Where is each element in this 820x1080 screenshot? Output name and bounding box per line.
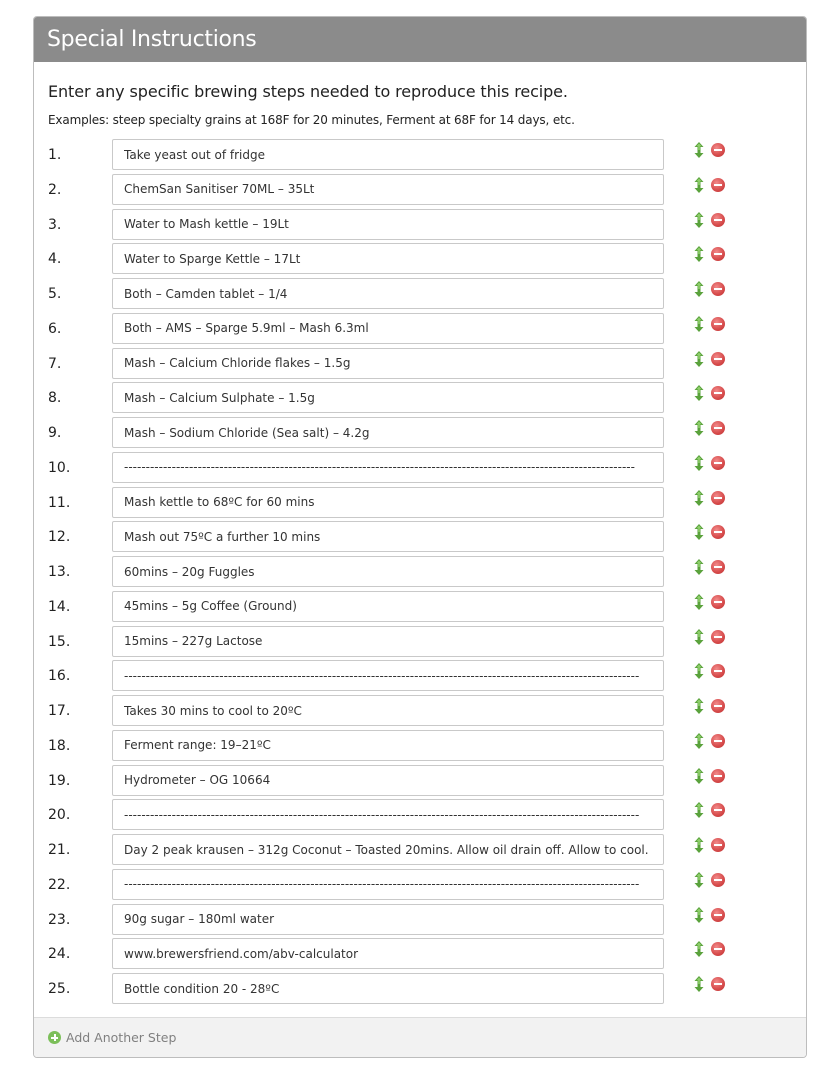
step-number: 12. bbox=[48, 529, 71, 546]
step-input[interactable] bbox=[112, 730, 664, 761]
move-arrows-icon[interactable] bbox=[694, 142, 704, 158]
move-arrows-icon[interactable] bbox=[694, 559, 704, 575]
step-row bbox=[34, 487, 806, 519]
step-input[interactable] bbox=[112, 487, 664, 518]
remove-icon[interactable] bbox=[711, 942, 725, 956]
step-row bbox=[34, 243, 806, 275]
step-input[interactable] bbox=[112, 834, 664, 865]
step-row bbox=[34, 556, 806, 588]
remove-icon[interactable] bbox=[711, 769, 725, 783]
step-number: 23. bbox=[48, 911, 71, 928]
step-input[interactable] bbox=[112, 869, 664, 900]
step-row bbox=[34, 521, 806, 553]
remove-icon[interactable] bbox=[711, 282, 725, 296]
step-number: 10. bbox=[48, 459, 71, 476]
step-input[interactable] bbox=[112, 973, 664, 1004]
step-input[interactable] bbox=[112, 417, 664, 448]
step-number: 9. bbox=[48, 425, 62, 441]
remove-icon[interactable] bbox=[711, 247, 725, 261]
panel-title: Special Instructions bbox=[34, 17, 806, 62]
remove-icon[interactable] bbox=[711, 456, 725, 470]
move-arrows-icon[interactable] bbox=[694, 420, 704, 436]
step-input[interactable] bbox=[112, 209, 664, 240]
step-input[interactable] bbox=[112, 660, 664, 691]
step-row bbox=[34, 765, 806, 797]
step-row bbox=[34, 209, 806, 241]
step-row bbox=[34, 174, 806, 206]
remove-icon[interactable] bbox=[711, 803, 725, 817]
step-row bbox=[34, 730, 806, 762]
remove-icon[interactable] bbox=[711, 664, 725, 678]
step-number: 15. bbox=[48, 633, 71, 650]
move-arrows-icon[interactable] bbox=[694, 351, 704, 367]
remove-icon[interactable] bbox=[711, 491, 725, 505]
move-arrows-icon[interactable] bbox=[694, 872, 704, 888]
step-number: 13. bbox=[48, 564, 71, 580]
step-row bbox=[34, 626, 806, 658]
move-arrows-icon[interactable] bbox=[694, 281, 704, 297]
step-row bbox=[34, 904, 806, 936]
step-number: 3. bbox=[48, 216, 62, 233]
move-arrows-icon[interactable] bbox=[694, 976, 704, 992]
step-row bbox=[34, 591, 806, 623]
step-number: 18. bbox=[48, 737, 71, 754]
step-number: 11. bbox=[48, 494, 71, 511]
move-arrows-icon[interactable] bbox=[694, 316, 704, 332]
step-input[interactable] bbox=[112, 452, 664, 483]
step-number: 8. bbox=[48, 390, 62, 407]
step-row bbox=[34, 313, 806, 345]
panel-footer bbox=[34, 1017, 806, 1057]
remove-icon[interactable] bbox=[711, 699, 725, 713]
step-number: 17. bbox=[48, 703, 71, 719]
remove-icon[interactable] bbox=[711, 977, 725, 991]
move-arrows-icon[interactable] bbox=[694, 941, 704, 957]
step-row bbox=[34, 799, 806, 831]
remove-icon[interactable] bbox=[711, 908, 725, 922]
step-input[interactable] bbox=[112, 938, 664, 969]
step-number: 4. bbox=[48, 251, 62, 268]
step-row bbox=[34, 139, 806, 171]
add-icon bbox=[48, 1031, 61, 1044]
step-row bbox=[34, 660, 806, 692]
step-row bbox=[34, 382, 806, 414]
step-row bbox=[34, 278, 806, 310]
step-number: 14. bbox=[48, 598, 71, 615]
step-number: 24. bbox=[48, 946, 71, 963]
add-step-label: Add Another Step bbox=[66, 1030, 177, 1045]
step-number: 5. bbox=[48, 286, 62, 302]
move-arrows-icon[interactable] bbox=[694, 246, 704, 262]
remove-icon[interactable] bbox=[711, 178, 725, 192]
move-arrows-icon[interactable] bbox=[694, 698, 704, 714]
move-arrows-icon[interactable] bbox=[694, 768, 704, 784]
move-arrows-icon[interactable] bbox=[694, 907, 704, 923]
step-input[interactable] bbox=[112, 904, 664, 935]
examples-text: Examples: steep specialty grains at 168F for 20 minutes, Ferment at 68F for 14 days, etc. bbox=[48, 113, 575, 127]
step-input[interactable] bbox=[112, 278, 664, 309]
step-input[interactable] bbox=[112, 382, 664, 413]
move-arrows-icon[interactable] bbox=[694, 490, 704, 506]
remove-icon[interactable] bbox=[711, 386, 725, 400]
step-input[interactable] bbox=[112, 695, 664, 726]
remove-icon[interactable] bbox=[711, 213, 725, 227]
step-number: 19. bbox=[48, 772, 71, 789]
step-input[interactable] bbox=[112, 174, 664, 205]
remove-icon[interactable] bbox=[711, 317, 725, 331]
intro-text: Enter any specific brewing steps needed to reproduce this recipe. bbox=[48, 82, 568, 101]
step-row bbox=[34, 869, 806, 901]
move-arrows-icon[interactable] bbox=[694, 733, 704, 749]
step-input[interactable] bbox=[112, 591, 664, 622]
step-input[interactable] bbox=[112, 626, 664, 657]
step-number: 21. bbox=[48, 842, 71, 858]
step-input[interactable] bbox=[112, 521, 664, 552]
step-input[interactable] bbox=[112, 556, 664, 587]
step-number: 16. bbox=[48, 668, 71, 685]
step-number: 1. bbox=[48, 147, 62, 163]
remove-icon[interactable] bbox=[711, 630, 725, 644]
move-arrows-icon[interactable] bbox=[694, 524, 704, 540]
remove-icon[interactable] bbox=[711, 838, 725, 852]
move-arrows-icon[interactable] bbox=[694, 455, 704, 471]
step-row bbox=[34, 348, 806, 380]
remove-icon[interactable] bbox=[711, 560, 725, 574]
move-arrows-icon[interactable] bbox=[694, 837, 704, 853]
step-number: 20. bbox=[48, 807, 71, 824]
move-arrows-icon[interactable] bbox=[694, 663, 704, 679]
step-row bbox=[34, 695, 806, 727]
remove-icon[interactable] bbox=[711, 352, 725, 366]
step-input[interactable] bbox=[112, 313, 664, 344]
move-arrows-icon[interactable] bbox=[694, 629, 704, 645]
step-row bbox=[34, 938, 806, 970]
step-row bbox=[34, 834, 806, 866]
remove-icon[interactable] bbox=[711, 873, 725, 887]
move-arrows-icon[interactable] bbox=[694, 802, 704, 818]
step-input[interactable] bbox=[112, 765, 664, 796]
step-row bbox=[34, 973, 806, 1005]
add-step-button[interactable] bbox=[48, 1030, 176, 1045]
move-arrows-icon[interactable] bbox=[694, 385, 704, 401]
step-row bbox=[34, 452, 806, 484]
step-input[interactable] bbox=[112, 139, 664, 170]
step-number: 25. bbox=[48, 981, 71, 997]
step-input[interactable] bbox=[112, 348, 664, 379]
remove-icon[interactable] bbox=[711, 143, 725, 157]
remove-icon[interactable] bbox=[711, 734, 725, 748]
remove-icon[interactable] bbox=[711, 525, 725, 539]
step-number: 22. bbox=[48, 876, 71, 893]
remove-icon[interactable] bbox=[711, 595, 725, 609]
step-number: 2. bbox=[48, 181, 62, 198]
move-arrows-icon[interactable] bbox=[694, 594, 704, 610]
special-instructions-panel bbox=[33, 16, 807, 1058]
step-input[interactable] bbox=[112, 799, 664, 830]
move-arrows-icon[interactable] bbox=[694, 212, 704, 228]
step-number: 7. bbox=[48, 355, 62, 372]
step-number: 6. bbox=[48, 320, 62, 337]
remove-icon[interactable] bbox=[711, 421, 725, 435]
step-row bbox=[34, 417, 806, 449]
move-arrows-icon[interactable] bbox=[694, 177, 704, 193]
step-input[interactable] bbox=[112, 243, 664, 274]
